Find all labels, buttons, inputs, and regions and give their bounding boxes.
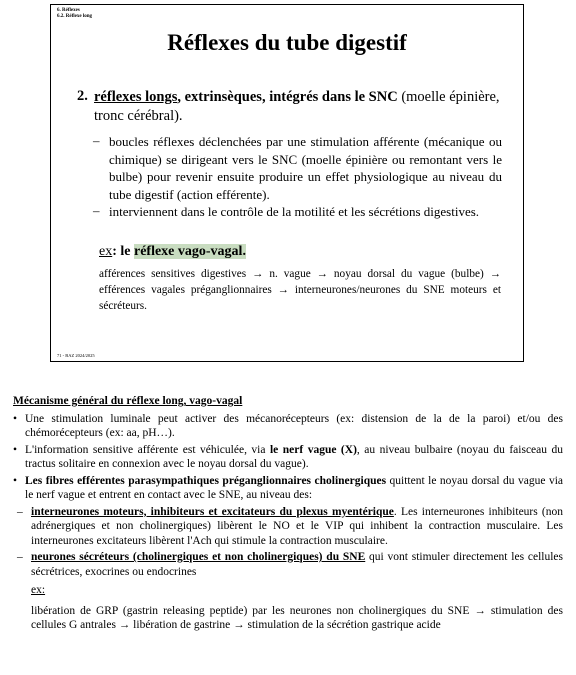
example-line (99, 243, 246, 261)
dash-marker: – (93, 203, 100, 218)
bullet-text-pre: L'information sensitive afférente est véhiculée, via (25, 443, 270, 456)
dash-marker: – (17, 505, 23, 518)
bullet-marker: • (13, 412, 18, 425)
item-mid: , extrinsèques, intégrés dans le SNC (177, 89, 398, 105)
notes-bullet-2 (13, 443, 563, 472)
slide-footer: 71 - BAZ 2024/2025 (57, 353, 95, 358)
dash-text-bold: interneurones moteurs, inhibiteurs et excitateurs du plexus myentérique (31, 505, 394, 518)
example-label: ex (99, 244, 113, 259)
dash-marker: – (93, 133, 100, 148)
item-heading (94, 88, 502, 126)
bullet-marker: • (13, 443, 18, 456)
slide-frame (50, 4, 524, 362)
notes-dash-1 (13, 505, 563, 549)
notes-title: Mécanisme général du réflexe long, vago-vagal (13, 395, 243, 407)
item-lead: réflexes longs (94, 89, 178, 105)
example-colon: : le (112, 244, 134, 259)
notes-bullet-1 (13, 412, 563, 441)
bullet-text-bold: le nerf vague (X) (269, 443, 357, 456)
notes-bullet-3 (13, 474, 563, 503)
bullet-text-bold: Les fibres efférentes parasympathiques préganglionnaires cholinergiques (25, 474, 387, 487)
dash-marker: – (17, 551, 23, 563)
breadcrumb (57, 8, 92, 20)
sub-point-2: interviennent dans le contrôle de la motilité et les sécrétions digestives. (109, 204, 480, 219)
notes-example-label: ex: (31, 584, 46, 596)
dash-text-post: . Les interneurones inhibiteurs (non adrénergiques et non cholinergiques) libèrent le NO et le VIP qui inhibent la contraction musculaire. Les interneurones excitateurs libèrent l'Ach qui stimule la contraction musculaire. (31, 505, 563, 547)
notes-section (13, 394, 563, 633)
dash-text-post: qui vont stimuler directement les cellules sécrétrices, exocrines ou endocrines (31, 551, 563, 578)
breadcrumb-section: 6. Réflexes (57, 8, 80, 13)
bullet-marker: • (13, 474, 18, 487)
breadcrumb-subsection: 6.2. Réflexe long (57, 14, 92, 19)
bullet-text-post: , au niveau bulbaire (noyau du faisceau du tractus solitaire en connexion avec le noyau dorsal du vague). (25, 443, 563, 470)
dash-text-bold: neurones sécréteurs (cholinergiques et non cholinergiques) du SNE (31, 551, 366, 563)
example-detail: afférences sensitives digestives → n. vague → noyau dorsal du vague (bulbe) → efférences vagales préganglionnaires → interneurones/neurones du SNE moteurs et sécréteurs. (99, 268, 501, 312)
item-tail: (moelle épinière, tronc cérébral). (94, 89, 500, 124)
notes-dash-2 (13, 550, 563, 579)
bullet-text: Une stimulation luminale peut activer des mécanorécepteurs (ex: distension de la de la paroi) et/ou des chémorécepteurs (ex: aa, pH…). (25, 412, 563, 439)
notes-example-text: libération de GRP (gastrin releasing peptide) par les neurones non cholinergiques du SNE → stimulation des cellules G antrales → libération de gastrine → stimulation de la sécrétion gastrique acide (31, 604, 563, 631)
sub-point-1: boucles réflexes déclenchées par une stimulation afférente (mécanique ou chimique) se dirigeant vers le SNC (moelle épinière ou remontant vers le bulbe) pour revenir ensuite produire un effet physiologique au niveau du tube digestif (action efférente). (109, 134, 502, 202)
bullet-text-post: quittent le noyau dorsal du vague via le nerf vague et entrent en contact avec le SNE, au niveau des: (25, 474, 564, 501)
item-number: 2. (77, 88, 88, 104)
slide-title: Réflexes du tube digestif (167, 30, 407, 55)
example-highlight: réflexe vago-vagal. (133, 244, 246, 259)
